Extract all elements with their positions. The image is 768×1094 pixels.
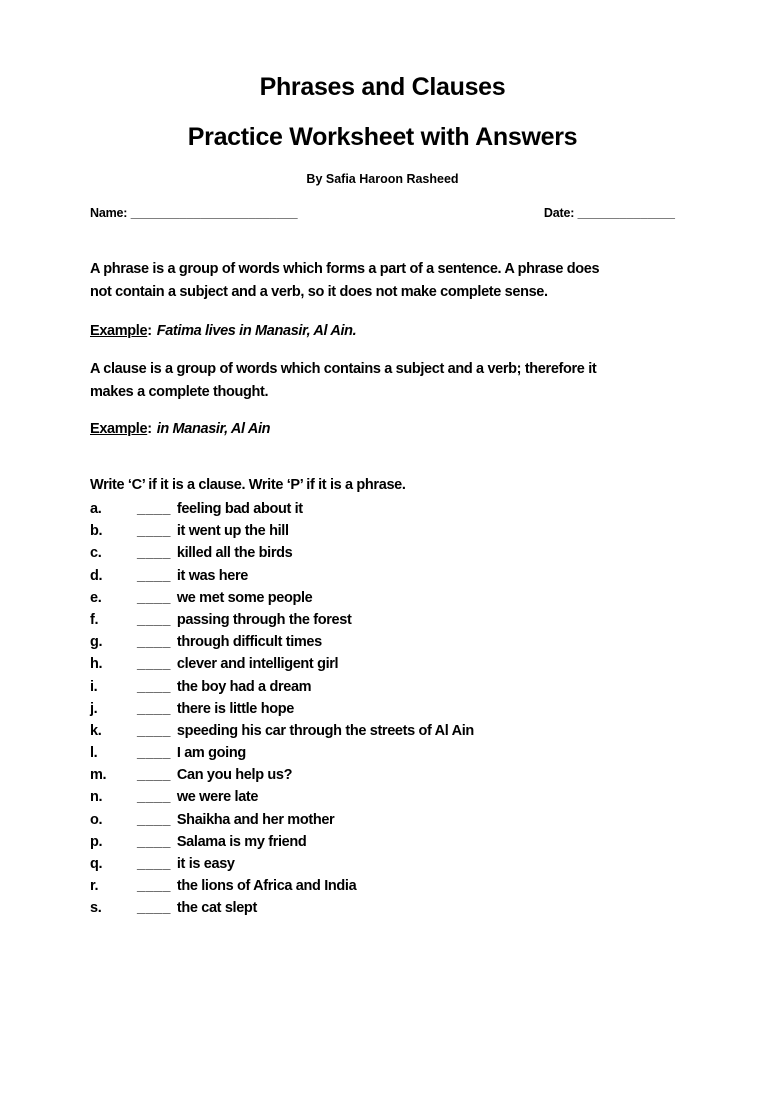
exercise-instruction: Write ‘C’ if it is a clause. Write ‘P’ if it is a phrase. [90,477,406,493]
item-letter: s. [90,900,102,917]
phrase-definition-line1: A phrase is a group of words which forms a part of a sentence. A phrase does [90,261,600,277]
item-answer-blank: ____ [137,678,171,695]
item-text: the boy had a dream [176,678,312,695]
list-item [90,786,675,808]
item-text: killed all the birds [176,545,293,562]
item-answer-blank: ____ [137,811,171,828]
phrase-definition-line2: not contain a subject and a verb, so it does not make complete sense. [90,284,548,300]
list-item [90,565,675,587]
item-letter: k. [90,722,102,739]
clause-example-text: in Manasir, Al Ain [156,421,271,437]
item-letter: g. [90,634,103,651]
item-text: feeling bad about it [176,501,303,517]
list-item [90,676,675,698]
item-answer-blank: ____ [137,523,171,540]
list-item [90,698,675,720]
item-letter: i. [90,678,98,695]
item-letter: f. [90,611,99,628]
worksheet-subtitle: Practice Worksheet with Answers [187,123,578,151]
item-text: through difficult times [176,634,322,651]
item-text: we met some people [176,589,313,606]
item-text: there is little hope [176,700,294,717]
phrase-example-colon: : [147,323,152,339]
list-item [90,520,675,542]
item-text: Can you help us? [176,767,293,784]
list-item [90,809,675,831]
name-date-row [90,205,675,221]
list-item [90,587,675,609]
item-letter: j. [90,700,98,717]
list-item [90,653,675,675]
item-text: we were late [176,789,259,806]
item-letter: b. [90,523,103,540]
clause-example-colon: : [147,421,152,437]
item-answer-blank: ____ [137,656,171,673]
item-answer-blank: ____ [137,611,171,628]
clause-example [90,418,675,441]
item-answer-blank: ____ [137,567,171,584]
item-text: it went up the hill [176,523,289,540]
list-item [90,875,675,897]
clause-definition-line2: makes a complete thought. [90,384,269,400]
item-letter: r. [90,878,99,895]
phrase-definition [90,258,675,304]
list-item [90,742,675,764]
item-letter: c. [90,545,102,562]
item-text: the lions of Africa and India [176,878,357,895]
item-text: Shaikha and her mother [176,811,335,828]
item-letter: a. [90,501,102,517]
item-answer-blank: ____ [137,589,171,606]
clause-definition [90,358,675,404]
item-text: the cat slept [176,900,257,917]
item-letter: h. [90,656,103,673]
list-item [90,897,675,919]
item-text: it is easy [176,856,235,872]
byline: By Safia Haroon Rasheed [306,172,459,186]
item-text: Salama is my friend [176,833,307,850]
clause-definition-line1: A clause is a group of words which contains a subject and a verb; therefore it [90,361,597,377]
item-letter: m. [90,767,107,784]
list-item [90,631,675,653]
item-letter: n. [90,789,103,806]
item-answer-blank: ____ [137,745,171,762]
list-item [90,542,675,564]
item-answer-blank: ____ [137,700,171,717]
name-field [90,205,298,221]
item-text: it was here [176,567,248,584]
date-label: Date: [543,206,575,220]
item-text: clever and intelligent girl [176,656,339,673]
phrase-example-text: Fatima lives in Manasir, Al Ain. [156,323,357,339]
name-blank-line: ________________________ [130,206,298,220]
item-answer-blank: ____ [137,545,171,562]
item-letter: e. [90,589,102,606]
item-letter: o. [90,811,103,828]
date-blank-line: ______________ [577,206,675,220]
item-text: I am going [176,745,246,762]
list-item [90,720,675,742]
item-answer-blank: ____ [137,856,171,872]
item-answer-blank: ____ [137,501,171,517]
exercise-item-list [90,498,675,920]
item-answer-blank: ____ [137,789,171,806]
item-letter: q. [90,856,103,872]
item-answer-blank: ____ [137,634,171,651]
item-letter: p. [90,833,103,850]
item-text: passing through the forest [176,611,352,628]
phrase-example [90,320,675,343]
clause-example-label: Example [90,421,148,437]
item-answer-blank: ____ [137,722,171,739]
phrase-example-label: Example [90,323,148,339]
list-item [90,764,675,786]
item-answer-blank: ____ [137,900,171,917]
item-text: speeding his car through the streets of Al Ain [176,722,474,739]
item-answer-blank: ____ [137,767,171,784]
worksheet-title: Phrases and Clauses [259,73,506,101]
list-item [90,609,675,631]
name-label: Name: [90,206,128,220]
date-field [544,205,675,221]
item-letter: d. [90,567,103,584]
item-answer-blank: ____ [137,878,171,895]
list-item [90,853,675,875]
list-item [90,498,675,520]
list-item [90,831,675,853]
worksheet-page [0,70,768,1094]
item-letter: l. [90,745,98,762]
item-answer-blank: ____ [137,833,171,850]
